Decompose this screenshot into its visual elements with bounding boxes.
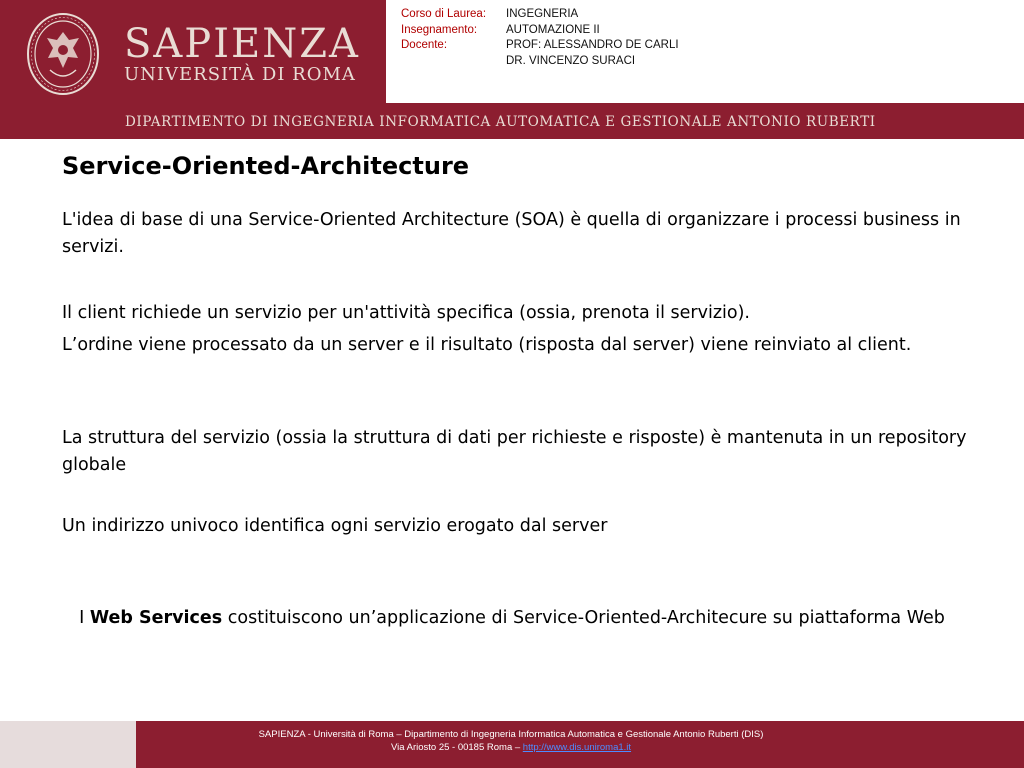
footer-address: Via Ariosto 25 - 00185 Roma – [390, 741, 523, 753]
course-info-table [401, 7, 679, 69]
closing-statement [62, 605, 962, 632]
footer-left-block [0, 721, 136, 768]
paragraph-soa-intro: L'idea di base di una Service-Oriented Architecture (SOA) è quella di organizzare i processi business in servizi. [62, 210, 961, 257]
course-info-row [401, 38, 679, 54]
course-info-label: Corso di Laurea: [401, 8, 487, 20]
university-seal-logo [26, 12, 100, 96]
department-name: DIPARTIMENTO DI INGEGNERIA INFORMATICA AUTOMATICA E GESTIONALE ANTONIO RUBERTI [125, 114, 876, 130]
header-brand-panel [0, 0, 386, 103]
slide-title: Service-Oriented-Architecture [62, 152, 470, 180]
course-info-value: AUTOMAZIONE II [506, 23, 600, 36]
department-banner [0, 103, 1024, 139]
footer-address-line2 [136, 742, 886, 755]
paragraph-unique-address: Un indirizzo univoco identifica ogni servizio erogato dal server [62, 516, 608, 536]
university-subtitle: UNIVERSITÀ DI ROMA [124, 64, 356, 85]
web-services-term: Web Services [89, 608, 223, 628]
department-website-link[interactable]: http://www.dis.uniroma1.it [522, 741, 632, 753]
course-info-row [401, 54, 679, 70]
course-info-row [401, 7, 679, 23]
university-name: SAPIENZA [124, 21, 360, 67]
closing-prefix: I [79, 608, 90, 628]
paragraph-client-request: Il client richiede un servizio per un'attività specifica (ossia, prenota il servizio). [62, 303, 750, 323]
footer-info [136, 729, 886, 754]
course-info-value: DR. VINCENZO SURACI [506, 54, 636, 67]
course-info-row [401, 23, 679, 39]
paragraph-service-structure: La struttura del servizio (ossia la struttura di dati per richieste e risposte) è mantenuta in un repository globale [62, 428, 967, 475]
course-info-value: INGEGNERIA [506, 8, 579, 20]
course-info-label [401, 54, 506, 70]
course-info-label: Insegnamento: [401, 23, 478, 36]
footer-address-line1: SAPIENZA - Università di Roma – Dipartimento di Ingegneria Informatica Automatica e Gestionale Antonio Ruberti (DIS) [258, 729, 764, 740]
paragraph-order-processing: L’ordine viene processato da un server e il risultato (risposta dal server) viene reinviato al client. [62, 335, 912, 355]
course-info-value: PROF: ALESSANDRO DE CARLI [506, 39, 679, 51]
closing-rest: costituiscono un’applicazione di Service-Oriented-Architecure su piattaforma Web [222, 608, 945, 628]
course-info-label: Docente: [401, 39, 448, 51]
